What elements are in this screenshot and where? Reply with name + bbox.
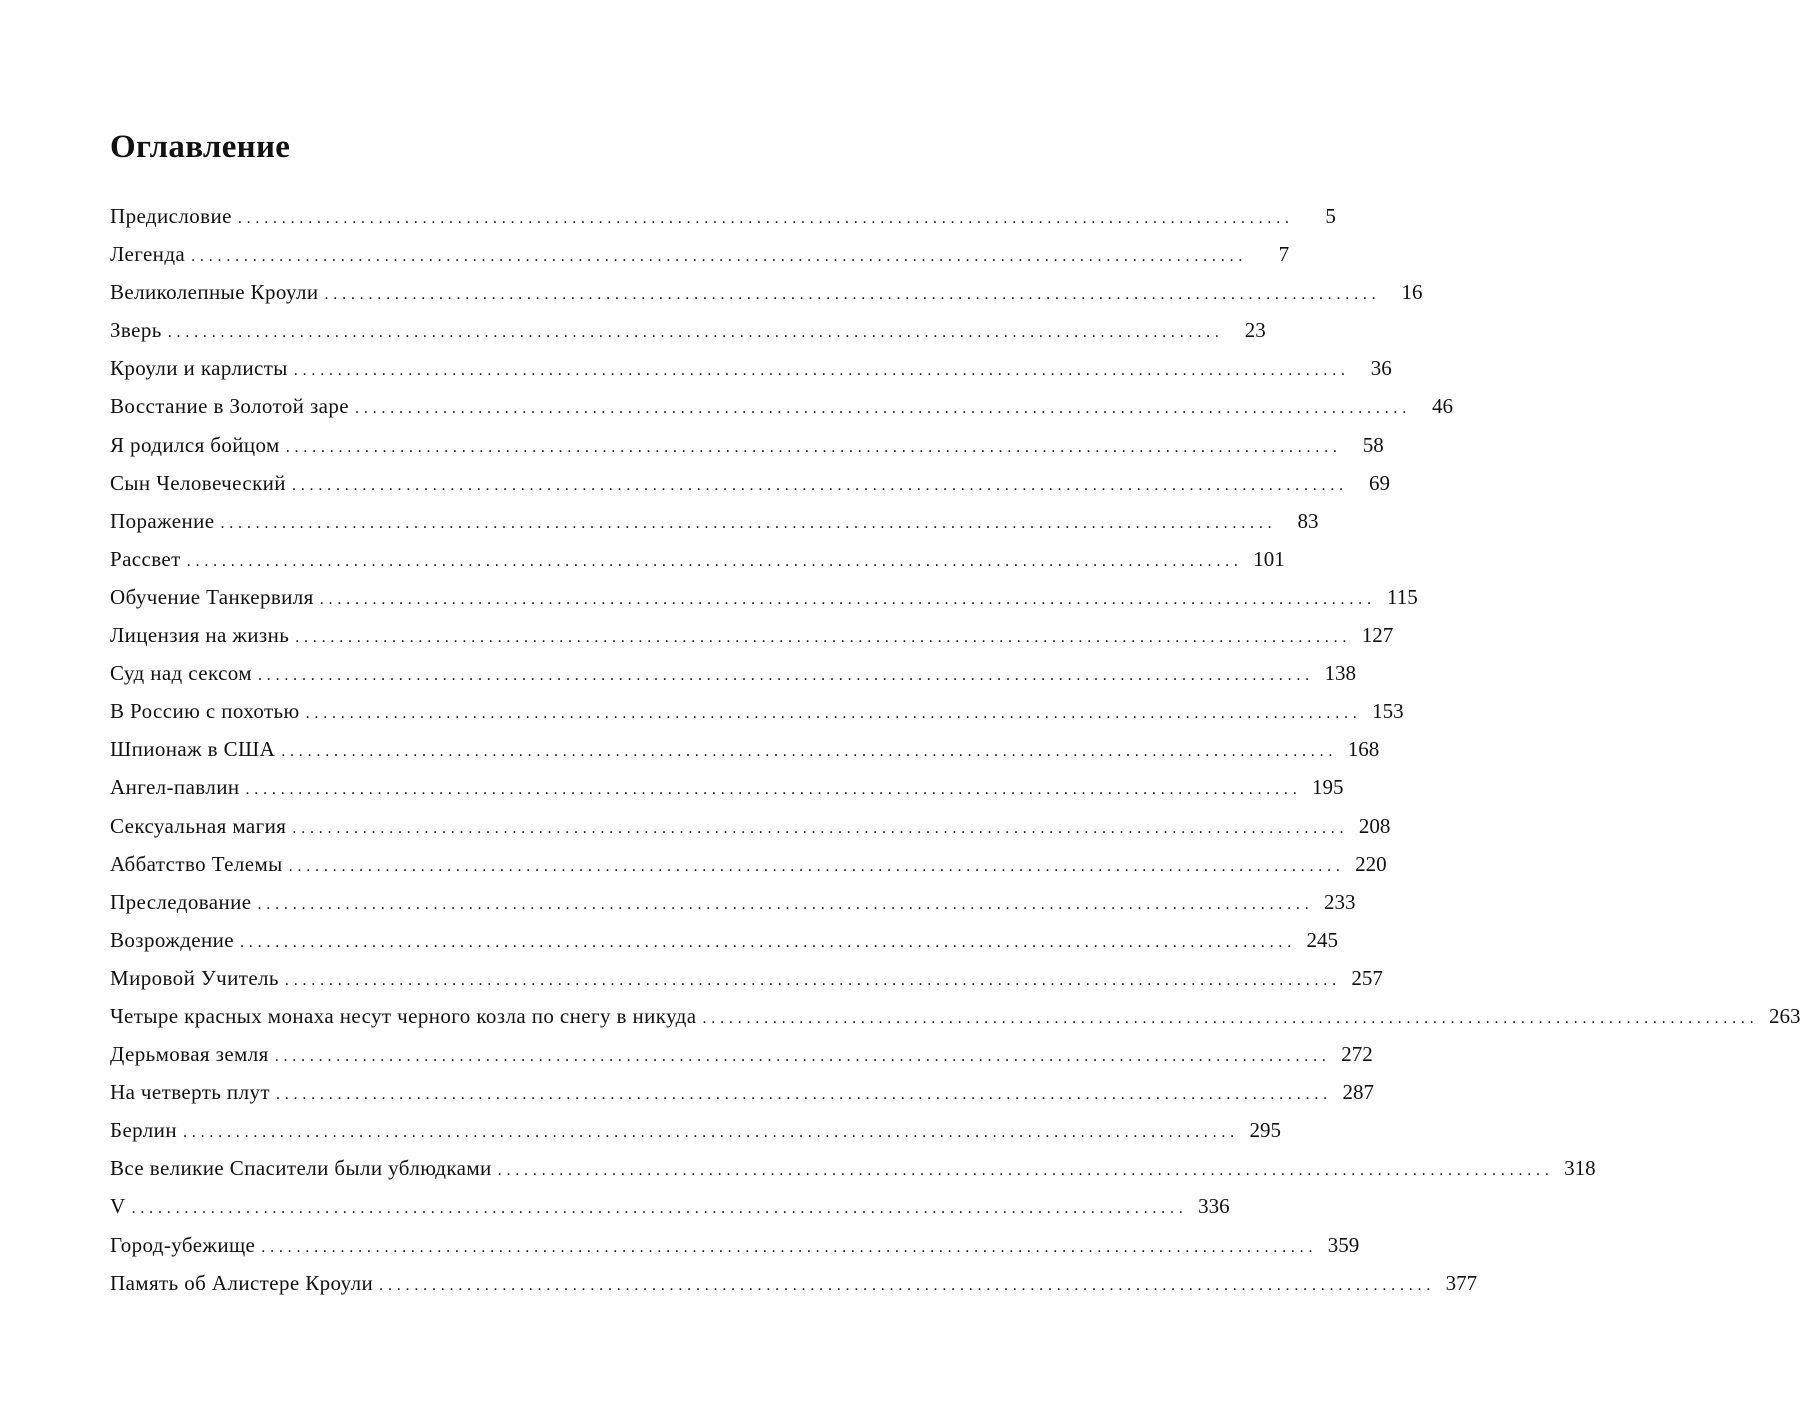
toc-entry-page: 46 [1432,394,1454,419]
toc-entry-title: Зверь [110,318,162,343]
toc-entry-title: V [110,1194,126,1219]
toc-entry-page: 208 [1358,813,1391,838]
toc-entry-title: Поражение [110,508,215,533]
toc-entry[interactable] [110,1187,1230,1225]
toc-entry[interactable] [110,654,1356,692]
leader-dots: ........................................................................................................................ [497,1162,1554,1180]
page-title: Оглавление [110,129,291,165]
toc-entry-title: Рассвет [110,546,181,571]
leader-dots: ........................................................................................................................ [379,1276,1436,1294]
toc-entry-title: Кроули и карлисты [110,356,288,381]
toc-entry[interactable] [110,1073,1374,1111]
toc-entry[interactable] [110,1264,1478,1302]
toc-entry[interactable] [110,197,1336,235]
toc-entry[interactable] [110,692,1404,730]
toc-entry-page: 233 [1324,889,1356,914]
table-of-contents [110,197,1800,1302]
toc-entry-page: 7 [1278,242,1290,267]
toc-entry-title: Великолепные Кроули [110,280,319,305]
toc-entry-title: Шпионаж в США [110,737,276,762]
leader-dots: ........................................................................................................................ [291,476,1348,494]
toc-entry-page: 195 [1312,775,1344,800]
toc-entry[interactable] [110,502,1319,540]
toc-entry-title: Аббатство Телемы [110,851,283,876]
toc-entry[interactable] [110,845,1387,883]
toc-entry[interactable] [110,311,1266,349]
leader-dots: ........................................................................................................................ [167,324,1224,342]
toc-entry[interactable] [110,540,1285,578]
leader-dots: ........................................................................................................................ [220,514,1277,532]
toc-entry-page: 295 [1249,1118,1281,1143]
toc-entry-page: 153 [1372,699,1404,724]
leader-dots: ........................................................................................................................ [245,781,1302,799]
toc-entry-page: 138 [1324,661,1356,686]
leader-dots: ........................................................................................................................ [274,1048,1331,1066]
toc-entry-page: 69 [1368,470,1390,495]
leader-dots: ........................................................................................................................ [182,1124,1239,1142]
toc-entry-page: 318 [1564,1156,1596,1181]
leader-dots: ........................................................................................................................ [261,1238,1318,1256]
toc-entry-title: Обучение Танкервиля [110,584,314,609]
leader-dots: ........................................................................................................................ [131,1200,1188,1218]
leader-dots: ........................................................................................................................ [186,552,1243,570]
toc-entry-title: Четыре красных монаха несут черного козла по снегу в никуда [110,1003,697,1028]
toc-entry[interactable] [110,616,1394,654]
toc-entry-title: Сексуальная магия [110,813,287,838]
toc-entry[interactable] [110,768,1344,806]
toc-entry-title: Возрождение [110,927,234,952]
toc-entry-page: 377 [1445,1270,1478,1295]
toc-entry-title: На четверть плут [110,1080,270,1105]
leader-dots: ........................................................................................................................ [305,705,1362,723]
toc-entry[interactable] [110,578,1418,616]
toc-entry[interactable] [110,1226,1360,1264]
toc-entry-title: В Россию с похотью [110,699,300,724]
toc-entry-page: 127 [1361,623,1394,648]
toc-entry-page: 115 [1387,584,1418,609]
toc-entry-title: Берлин [110,1118,177,1143]
leader-dots: ........................................................................................................................ [275,1086,1332,1104]
toc-entry-page: 287 [1342,1080,1374,1105]
toc-entry[interactable] [110,235,1290,273]
toc-entry-page: 168 [1347,737,1380,762]
toc-entry-page: 220 [1355,851,1387,876]
toc-entry-title: Я родился бойцом [110,432,280,457]
leader-dots: ........................................................................................................................ [257,895,1314,913]
toc-entry[interactable] [110,807,1391,845]
toc-entry-page: 336 [1198,1194,1230,1219]
leader-dots: ........................................................................................................................ [355,400,1412,418]
leader-dots: ........................................................................................................................ [285,438,1342,456]
toc-entry-title: Суд над сексом [110,661,252,686]
leader-dots: ........................................................................................................................ [324,286,1381,304]
toc-entry-page: 36 [1370,356,1392,381]
toc-entry-page: 83 [1297,508,1319,533]
toc-entry-title: Дерьмовая земля [110,1042,269,1067]
toc-entry-title: Предисловие [110,204,232,228]
toc-entry-page: 257 [1351,965,1383,990]
leader-dots: ........................................................................................................................ [237,210,1294,227]
leader-dots: ........................................................................................................................ [319,590,1376,608]
toc-entry[interactable] [110,426,1384,464]
toc-entry-page: 23 [1244,318,1266,343]
toc-entry[interactable] [110,1035,1373,1073]
leader-dots: ........................................................................................................................ [702,1009,1759,1027]
toc-entry-page: 58 [1362,432,1384,457]
toc-entry-title: Восстание в Золотой заре [110,394,350,419]
toc-entry-title: Лицензия на жизнь [110,623,290,648]
leader-dots: ........................................................................................................................ [281,743,1338,761]
toc-entry-page: 5 [1325,204,1336,228]
toc-entry-title: Сын Человеческий [110,470,286,495]
toc-entry[interactable] [110,883,1356,921]
toc-entry[interactable] [110,464,1390,502]
toc-entry-title: Мировой Учитель [110,965,279,990]
toc-entry-title: Преследование [110,889,252,914]
leader-dots: ........................................................................................................................ [240,933,1296,951]
toc-entry[interactable] [110,273,1423,311]
leader-dots: ........................................................................................................................ [292,819,1349,837]
toc-entry-title: Память об Алистере Кроули [110,1270,374,1295]
toc-entry-page: 359 [1327,1232,1360,1257]
leader-dots: ........................................................................................................................ [295,629,1352,647]
leader-dots: ........................................................................................................................ [293,362,1350,380]
toc-entry-page: 245 [1306,927,1338,952]
toc-entry[interactable] [110,997,1800,1035]
leader-dots: ........................................................................................................................ [191,248,1248,266]
toc-entry-title: Легенда [110,242,186,267]
toc-entry[interactable] [110,349,1392,387]
toc-entry[interactable] [110,921,1338,959]
toc-entry[interactable] [110,730,1380,768]
leader-dots: ........................................................................................................................ [257,667,1314,685]
toc-entry[interactable] [110,387,1454,425]
toc-entry[interactable] [110,1111,1281,1149]
toc-entry[interactable] [110,1149,1596,1187]
toc-entry-page: 272 [1341,1042,1373,1067]
leader-dots: ........................................................................................................................ [284,971,1341,989]
toc-entry-title: Город-убежище [110,1232,256,1257]
toc-entry-page: 16 [1401,280,1423,305]
toc-entry-page: 263 [1768,1003,1800,1028]
leader-dots: ........................................................................................................................ [288,857,1345,875]
toc-entry-page: 101 [1253,546,1285,571]
toc-entry[interactable] [110,959,1383,997]
toc-entry-title: Все великие Спасители были ублюдками [110,1156,492,1181]
toc-entry-title: Ангел-павлин [110,775,240,800]
